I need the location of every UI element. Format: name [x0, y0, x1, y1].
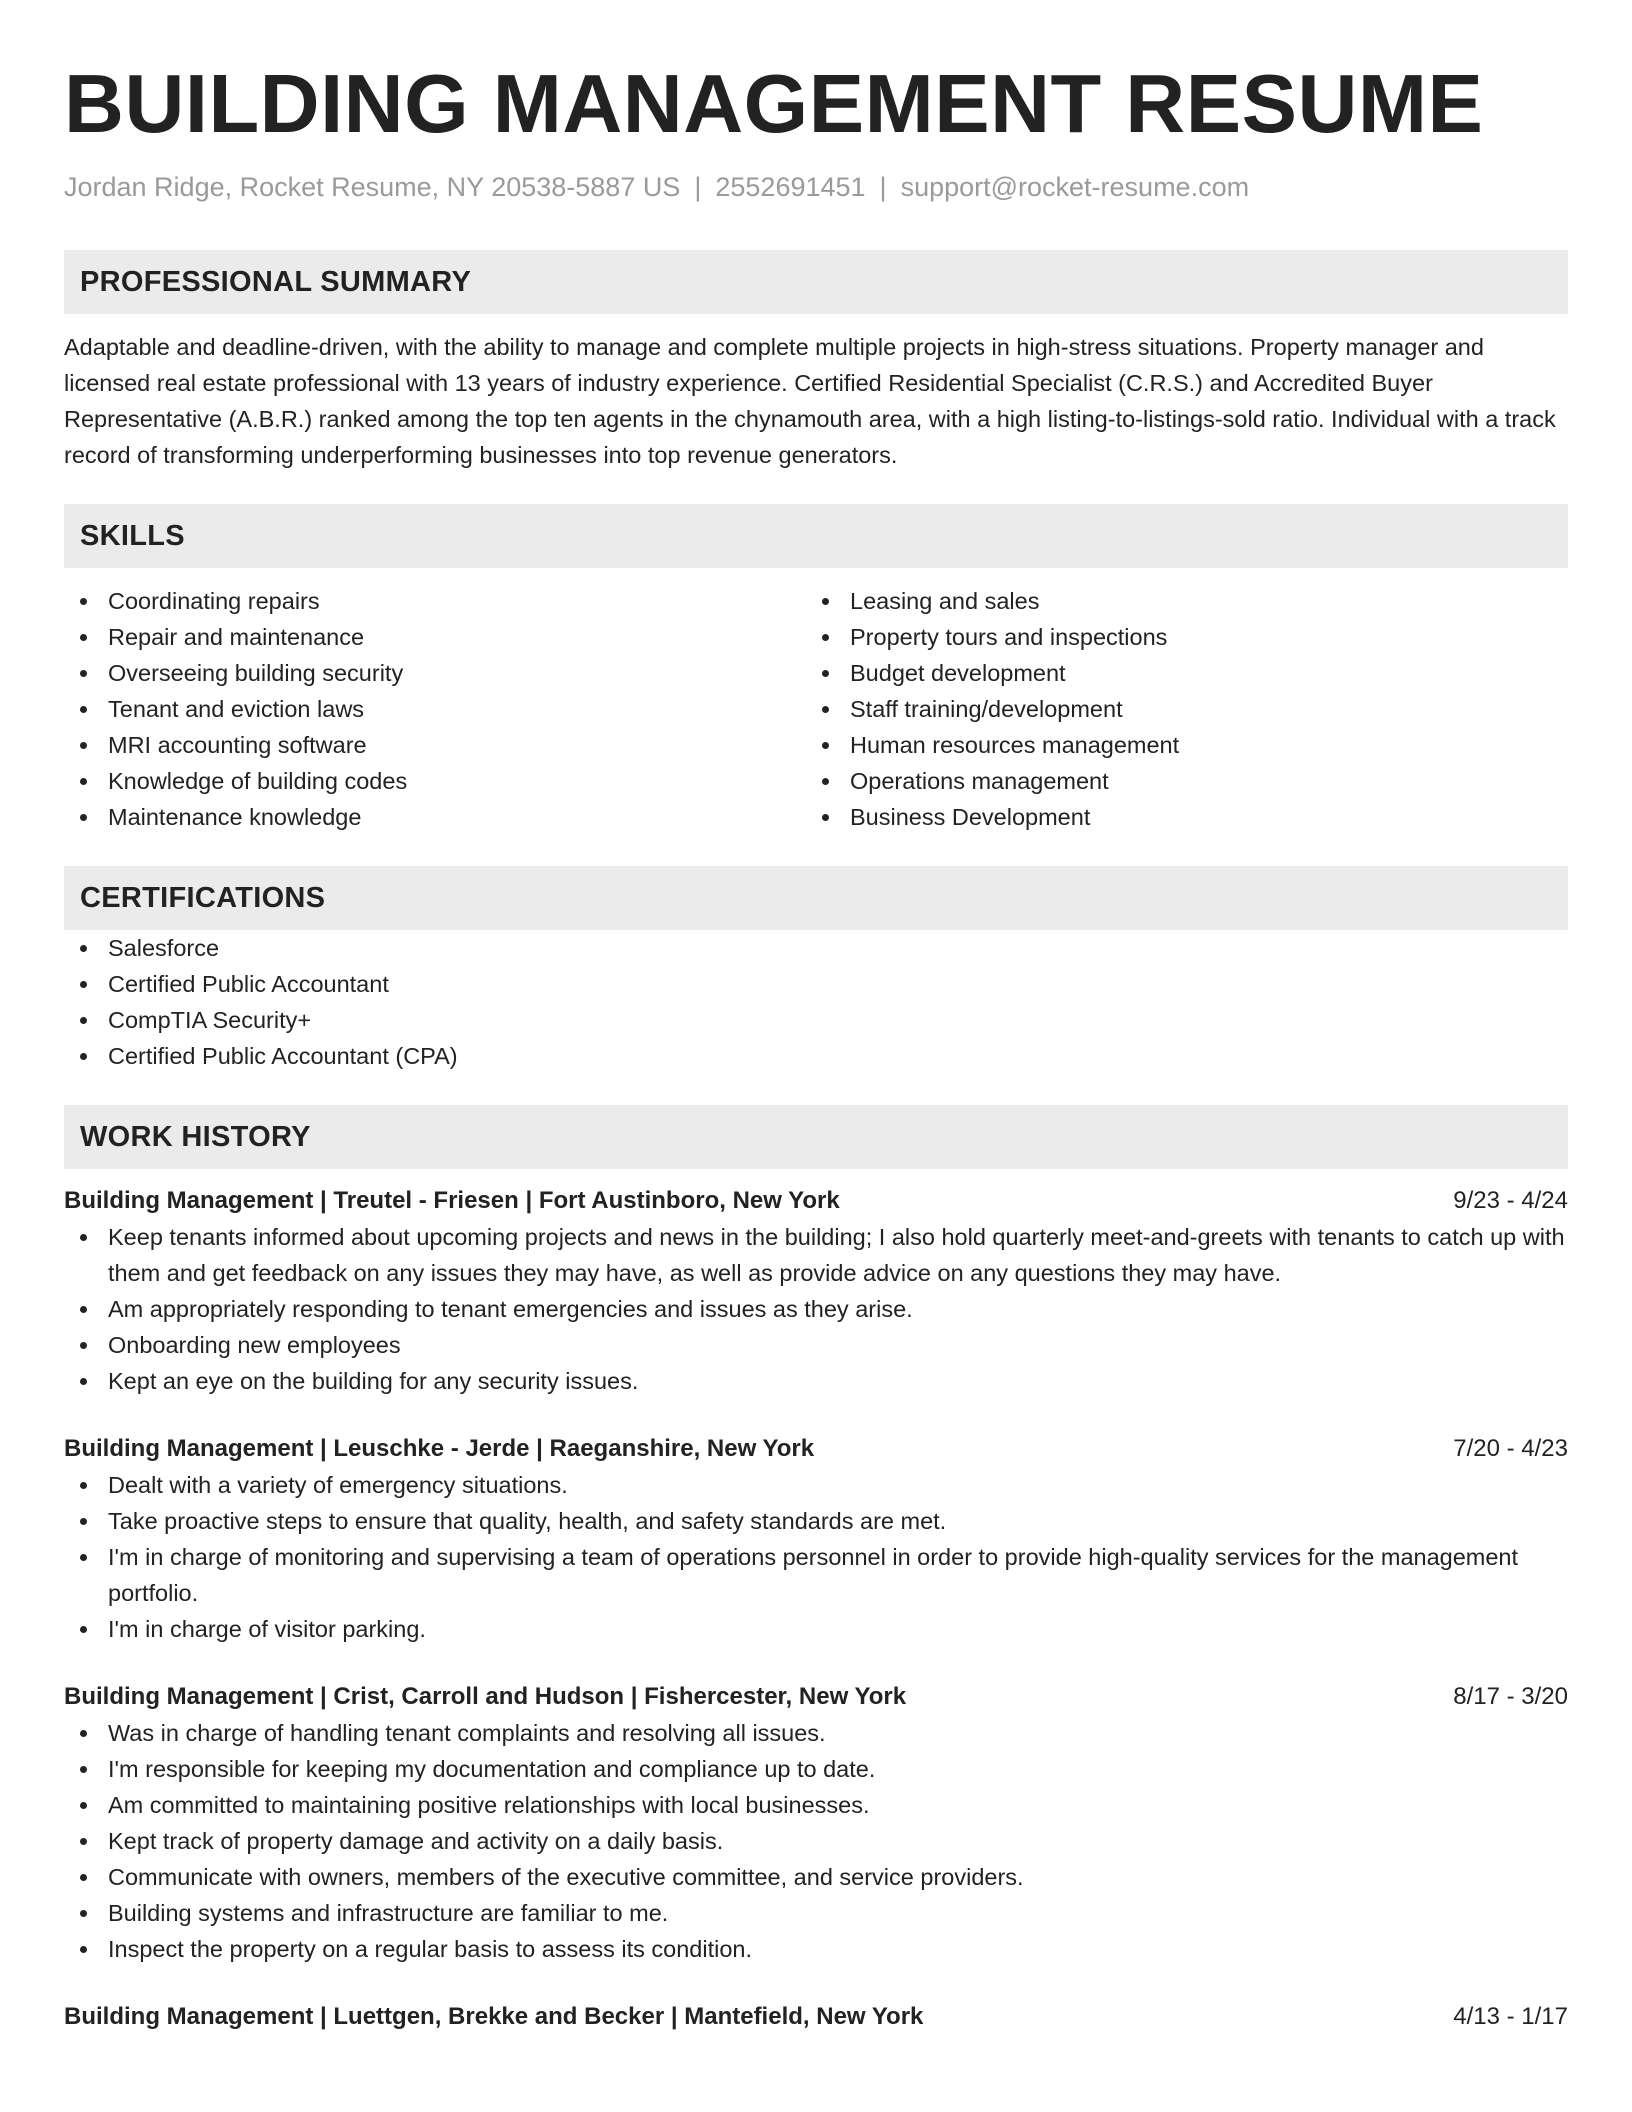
- job-header: [64, 1431, 1568, 1467]
- section-header-skills: SKILLS: [64, 504, 1568, 568]
- section-header-certifications: CERTIFICATIONS: [64, 866, 1568, 930]
- job-header: [64, 1679, 1568, 1715]
- skill-item: Human resources management: [806, 727, 1548, 763]
- skill-item: Overseeing building security: [64, 655, 806, 691]
- job-title: Building Management | Crist, Carroll and Hudson | Fishercester, New York: [64, 1683, 907, 1710]
- job-bullet: Am committed to maintaining positive relationships with local businesses.: [64, 1787, 1568, 1823]
- skill-item: Coordinating repairs: [64, 583, 806, 619]
- skill-item: Property tours and inspections: [806, 619, 1548, 655]
- job-bullet: Onboarding new employees: [64, 1327, 1568, 1363]
- job-bullets: [64, 1467, 1568, 1647]
- job-dates: 9/23 - 4/24: [1453, 1187, 1568, 1214]
- job-entry: [64, 1999, 1568, 2035]
- job-title: Building Management | Luettgen, Brekke and Becker | Mantefield, New York: [64, 2003, 924, 2030]
- job-entry: [64, 1679, 1568, 1967]
- skill-item: Knowledge of building codes: [64, 763, 806, 799]
- certification-item: CompTIA Security+: [64, 1002, 1568, 1038]
- certification-item: Certified Public Accountant: [64, 966, 1568, 1002]
- job-bullet: I'm in charge of visitor parking.: [64, 1611, 1568, 1647]
- section-header-work-history: WORK HISTORY: [64, 1105, 1568, 1169]
- certifications-list: [64, 930, 1568, 1074]
- job-title: Building Management | Treutel - Friesen | Fort Austinboro, New York: [64, 1187, 840, 1214]
- skill-item: Repair and maintenance: [64, 619, 806, 655]
- skill-item: Staff training/development: [806, 691, 1548, 727]
- job-bullet: Am appropriately responding to tenant emergencies and issues as they arise.: [64, 1291, 1568, 1327]
- skill-item: Leasing and sales: [806, 583, 1548, 619]
- job-bullet: Was in charge of handling tenant complaints and resolving all issues.: [64, 1715, 1568, 1751]
- job-dates: 8/17 - 3/20: [1453, 1683, 1568, 1710]
- contact-email: support@rocket-resume.com: [900, 172, 1250, 202]
- job-entry: [64, 1183, 1568, 1399]
- job-bullet: Dealt with a variety of emergency situations.: [64, 1467, 1568, 1503]
- skills-columns: [64, 583, 1568, 835]
- job-dates: 4/13 - 1/17: [1453, 2003, 1568, 2030]
- job-title: Building Management | Leuschke - Jerde | Raeganshire, New York: [64, 1435, 815, 1462]
- job-bullet: Take proactive steps to ensure that quality, health, and safety standards are met.: [64, 1503, 1568, 1539]
- skills-list-right: [806, 583, 1548, 835]
- skill-item: Business Development: [806, 799, 1548, 835]
- skills-column-right: [806, 583, 1548, 835]
- section-header-summary: PROFESSIONAL SUMMARY: [64, 250, 1568, 314]
- certification-item: Salesforce: [64, 930, 1568, 966]
- skill-item: Budget development: [806, 655, 1548, 691]
- contact-separator: |: [879, 172, 887, 202]
- skills-column-left: [64, 583, 806, 835]
- skill-item: Maintenance knowledge: [64, 799, 806, 835]
- contact-line: [64, 170, 1568, 204]
- job-bullet: Inspect the property on a regular basis to assess its condition.: [64, 1931, 1568, 1967]
- job-bullets: [64, 1219, 1568, 1399]
- job-bullet: Building systems and infrastructure are familiar to me.: [64, 1895, 1568, 1931]
- job-dates: 7/20 - 4/23: [1453, 1435, 1568, 1462]
- contact-phone: 2552691451: [715, 172, 866, 202]
- skill-item: Tenant and eviction laws: [64, 691, 806, 727]
- skills-list-left: [64, 583, 806, 835]
- job-bullet: Communicate with owners, members of the executive committee, and service providers.: [64, 1859, 1568, 1895]
- job-header: [64, 1183, 1568, 1219]
- job-bullet: Kept an eye on the building for any security issues.: [64, 1363, 1568, 1399]
- skill-item: Operations management: [806, 763, 1548, 799]
- summary-text: Adaptable and deadline-driven, with the ability to manage and complete multiple projects in high-stress situations. Property manager and licensed real estate professional with 13 years of industry experience. Certified Residential Specialist (C.R.S.) and Accredited Buyer Representative (A.B.R.) ranked among the top ten agents in the chynamouth area, with a high listing-to-listings-sold ratio. Individual with a track record of transforming underperforming businesses into top revenue generators.: [64, 334, 1556, 468]
- resume-title: BUILDING MANAGEMENT RESUME: [64, 57, 1484, 150]
- job-bullet: Kept track of property damage and activity on a daily basis.: [64, 1823, 1568, 1859]
- skill-item: MRI accounting software: [64, 727, 806, 763]
- job-header: [64, 1999, 1568, 2035]
- job-bullet: I'm responsible for keeping my documentation and compliance up to date.: [64, 1751, 1568, 1787]
- resume-page: [64, 0, 1568, 2035]
- job-bullets: [64, 1715, 1568, 1967]
- job-bullet: I'm in charge of monitoring and supervising a team of operations personnel in order to provide high-quality services for the management portfolio.: [64, 1539, 1568, 1611]
- contact-address: Jordan Ridge, Rocket Resume, NY 20538-5887 US: [64, 172, 681, 202]
- job-entry: [64, 1431, 1568, 1647]
- certification-item: Certified Public Accountant (CPA): [64, 1038, 1568, 1074]
- contact-separator: |: [694, 172, 702, 202]
- job-bullet: Keep tenants informed about upcoming projects and news in the building; I also hold quarterly meet-and-greets with tenants to catch up with them and get feedback on any issues they may have, as well as provide advice on any questions they may have.: [64, 1219, 1568, 1291]
